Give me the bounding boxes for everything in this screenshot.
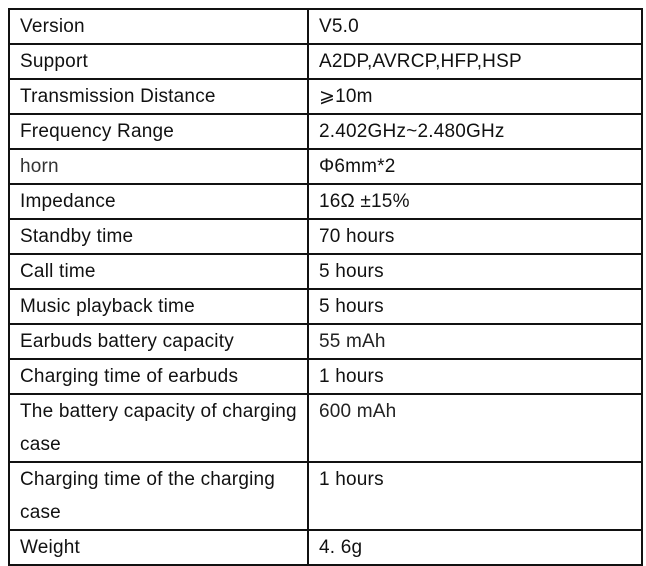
spec-value xyxy=(308,79,642,114)
spec-label-text: Support xyxy=(20,51,88,72)
spec-label xyxy=(9,219,308,254)
spec-label xyxy=(9,114,308,149)
spec-value-text: 16Ω ±15% xyxy=(319,191,410,212)
spec-value-text: 1 hours xyxy=(319,366,384,387)
spec-label xyxy=(9,530,308,565)
spec-value-text: 70 hours xyxy=(319,226,395,247)
spec-value-text: 5 hours xyxy=(319,261,384,282)
spec-value xyxy=(308,149,642,184)
spec-value-text: Φ6mm*2 xyxy=(319,156,396,177)
spec-row-music-playback-time xyxy=(9,289,642,324)
spec-label-text: Call time xyxy=(20,261,96,282)
spec-row-earbuds-battery-capacity xyxy=(9,324,642,359)
spec-value-text: 55 mAh xyxy=(319,331,386,352)
spec-value xyxy=(308,114,642,149)
spec-label xyxy=(9,462,308,530)
spec-value-text: A2DP,AVRCP,HFP,HSP xyxy=(319,51,522,72)
spec-value-text: 5 hours xyxy=(319,296,384,317)
spec-label xyxy=(9,324,308,359)
spec-label-text: Earbuds battery capacity xyxy=(20,331,234,352)
spec-row-impedance xyxy=(9,184,642,219)
spec-label-text: Impedance xyxy=(20,191,116,212)
spec-row-transmission-distance xyxy=(9,79,642,114)
spec-value xyxy=(308,530,642,565)
spec-row-case-battery-capacity xyxy=(9,394,642,462)
spec-label xyxy=(9,359,308,394)
spec-row-version xyxy=(9,9,642,44)
spec-value xyxy=(308,184,642,219)
spec-label-text: Frequency Range xyxy=(20,121,175,142)
spec-row-horn xyxy=(9,149,642,184)
spec-label xyxy=(9,394,308,462)
spec-value xyxy=(308,359,642,394)
spec-row-support xyxy=(9,44,642,79)
spec-label xyxy=(9,9,308,44)
spec-value xyxy=(308,254,642,289)
spec-label-text: Standby time xyxy=(20,226,134,247)
spec-value xyxy=(308,44,642,79)
spec-value xyxy=(308,219,642,254)
spec-row-frequency-range xyxy=(9,114,642,149)
spec-value xyxy=(308,9,642,44)
spec-value xyxy=(308,289,642,324)
spec-label xyxy=(9,184,308,219)
spec-label-text: Version xyxy=(20,16,85,37)
spec-row-call-time xyxy=(9,254,642,289)
spec-value xyxy=(308,324,642,359)
spec-row-weight xyxy=(9,530,642,565)
spec-value-text: ⩾10m xyxy=(319,86,373,107)
spec-row-case-charging-time xyxy=(9,462,642,530)
specification-table xyxy=(8,8,643,566)
spec-label xyxy=(9,149,308,184)
spec-value-text: 4. 6g xyxy=(319,537,363,558)
spec-value-text: 2.402GHz~2.480GHz xyxy=(319,121,505,142)
spec-label xyxy=(9,254,308,289)
spec-label-text: Music playback time xyxy=(20,296,195,317)
spec-row-standby-time xyxy=(9,219,642,254)
spec-value-text: V5.0 xyxy=(319,16,359,37)
spec-value xyxy=(308,394,642,462)
spec-label-text: Charging time of the charging case xyxy=(20,469,276,523)
spec-label-text: Weight xyxy=(20,537,80,558)
spec-value-text: 1 hours xyxy=(319,469,384,490)
spec-label-text: The battery capacity of charging case xyxy=(20,401,297,455)
spec-label xyxy=(9,79,308,114)
spec-row-charging-time-earbuds xyxy=(9,359,642,394)
spec-value-text: 600 mAh xyxy=(319,401,397,422)
spec-label-text: Charging time of earbuds xyxy=(20,366,239,387)
spec-label-text: horn xyxy=(20,156,59,177)
spec-label xyxy=(9,289,308,324)
spec-value xyxy=(308,462,642,530)
spec-label xyxy=(9,44,308,79)
spec-label-text: Transmission Distance xyxy=(20,86,216,107)
